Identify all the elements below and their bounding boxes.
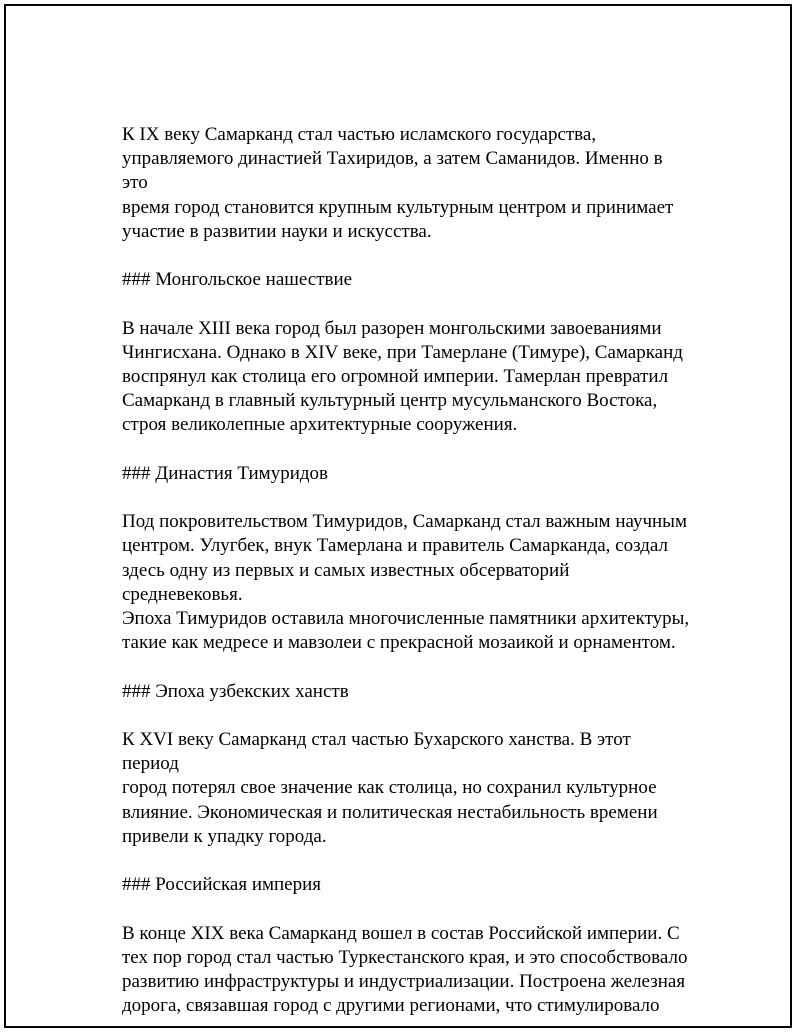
heading-text: ### Российская империя xyxy=(122,874,322,896)
text-line: К XVI веку Самарканд стал частью Бухарского ханства. В этот период xyxy=(122,728,631,775)
heading-text: ### Династия Тимуридов xyxy=(122,462,329,484)
text-line: управляемого династией Тахиридов, а затем Саманидов. Именно в это xyxy=(122,148,663,194)
text-line: воспрянул как столица его огромной империи. Тамерлан превратил xyxy=(122,366,669,387)
text-line: Самарканд в главный культурный центр мусульманского Востока, xyxy=(122,390,658,412)
text-line: Эпоха Тимуридов оставила многочисленные памятники архитектуры, xyxy=(122,608,690,629)
text-line: К IX веку Самарканд стал частью исламского государства, xyxy=(122,124,597,145)
text-line: развитию инфраструктуры и индустриализации. Построена железная xyxy=(122,970,686,992)
heading-timurid-dynasty xyxy=(122,462,692,486)
text-line: город потерял свое значение как столица, но сохранил культурное xyxy=(122,777,657,799)
text-line: участие в развитии науки и искусства. xyxy=(122,220,432,242)
document-page xyxy=(4,4,792,1028)
heading-uzbek-khanates xyxy=(122,680,692,704)
text-line: строя великолепные архитектурные сооружения. xyxy=(122,414,518,436)
text-line: В конце XIX века Самарканд вошел в состав Российской империи. С xyxy=(122,922,680,944)
heading-mongol-invasion xyxy=(122,268,692,292)
text-line: В начале XIII века город был разорен монгольскими завоеваниями xyxy=(122,317,662,339)
text-line: влияние. Экономическая и политическая нестабильность времени xyxy=(122,801,658,823)
heading-text: ### Эпоха узбекских ханств xyxy=(122,680,349,702)
text-line: центром. Улугбек, внук Тамерлана и правитель Самарканда, создал xyxy=(122,535,668,557)
text-line: Чингисхана. Однако в XIV веке, при Тамерлане (Тимуре), Самарканд xyxy=(122,341,683,363)
text-line: здесь одну из первых и самых известных обсерваторий средневековья. xyxy=(122,559,570,605)
text-line: Под покровительством Тимуридов, Самарканд стал важным научным xyxy=(122,511,687,533)
document-body xyxy=(122,123,692,1018)
paragraph-russian-empire xyxy=(122,922,692,1019)
paragraph-islamic-state xyxy=(122,123,692,244)
text-line: время город становится крупным культурным центром и принимает xyxy=(122,196,674,218)
text-line: такие как медресе и мавзолеи с прекрасной мозаикой и орнаментом. xyxy=(122,632,676,654)
text-line: тех пор город стал частью Туркестанского края, и это способствовало xyxy=(122,946,688,968)
text-line: дорога, связавшая город с другими регионами, что стимулировало xyxy=(122,995,660,1017)
text-line: привели к упадку города. xyxy=(122,825,327,847)
heading-russian-empire xyxy=(122,873,692,897)
heading-text: ### Монгольское нашествие xyxy=(122,269,353,291)
paragraph-timurid-dynasty xyxy=(122,510,692,655)
paragraph-mongol-invasion xyxy=(122,317,692,438)
paragraph-uzbek-khanates xyxy=(122,728,692,849)
